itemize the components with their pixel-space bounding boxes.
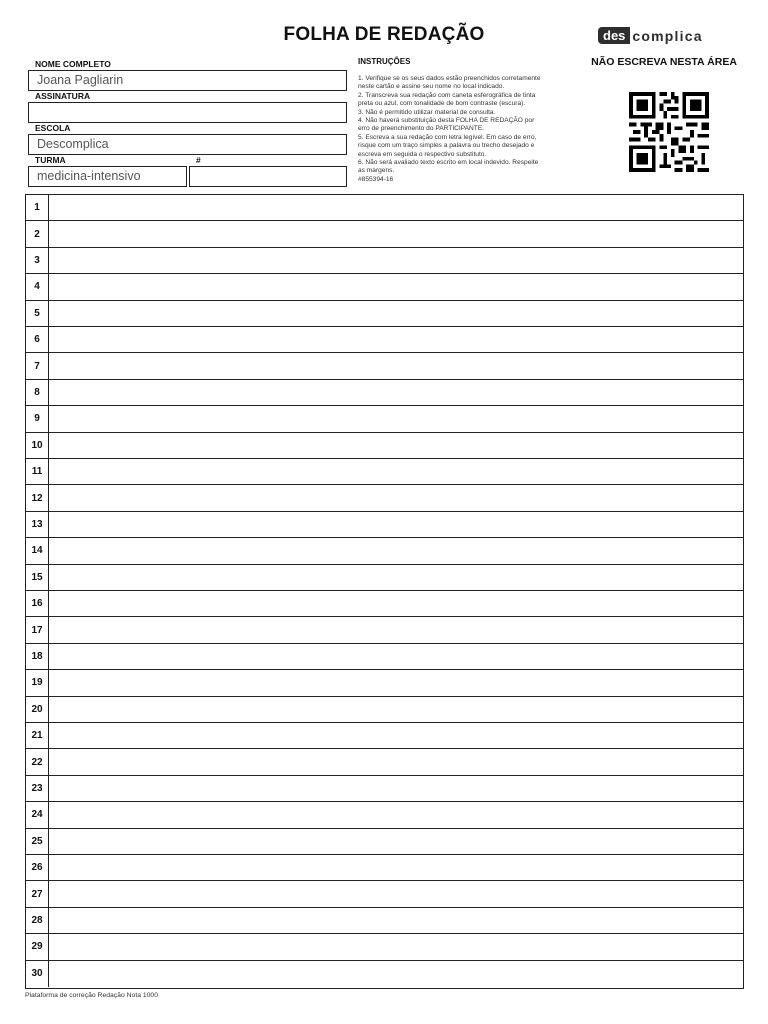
line-number: 26 — [26, 855, 49, 880]
writing-line[interactable] — [26, 512, 743, 538]
writing-line[interactable] — [26, 353, 743, 379]
writing-line[interactable] — [26, 406, 743, 432]
line-number: 23 — [26, 776, 49, 801]
writing-line[interactable] — [26, 908, 743, 934]
line-number: 2 — [26, 221, 49, 246]
instruction-line: neste cartão e assine seu nome no local indicado. — [358, 83, 505, 91]
writing-line[interactable] — [26, 591, 743, 617]
line-number: 21 — [26, 723, 49, 748]
line-number: 11 — [26, 459, 49, 484]
line-number: 12 — [26, 485, 49, 510]
line-number: 15 — [26, 565, 49, 590]
instruction-line: 3. Não é permitido utilizar material de consulta. — [358, 108, 496, 116]
instruction-line: 4. Não haverá substituição desta FOLHA DE REDAÇÃO por — [358, 117, 535, 125]
numero-field[interactable] — [189, 166, 347, 187]
instruction-line: 2. Transcreva sua redação com caneta esferográfica de tinta — [358, 91, 536, 99]
writing-line[interactable] — [26, 459, 743, 485]
line-number: 1 — [26, 195, 49, 220]
line-number: 29 — [26, 934, 49, 959]
escola-label: ESCOLA — [35, 123, 71, 133]
line-number: 7 — [26, 353, 49, 378]
writing-line[interactable] — [26, 697, 743, 723]
instruction-line: preta ou azul, com tonalidade de bom contraste (escura). — [358, 100, 526, 108]
line-number: 22 — [26, 749, 49, 774]
writing-line[interactable] — [26, 644, 743, 670]
writing-line[interactable] — [26, 433, 743, 459]
reserved-area-label: NÃO ESCREVA NESTA ÁREA — [591, 56, 737, 68]
line-number: 13 — [26, 512, 49, 537]
line-number: 16 — [26, 591, 49, 616]
logo-mark: des — [598, 27, 630, 44]
line-number: 25 — [26, 829, 49, 854]
writing-line[interactable] — [26, 670, 743, 696]
line-number: 19 — [26, 670, 49, 695]
nome-label: NOME COMPLETO — [35, 59, 111, 69]
line-number: 4 — [26, 274, 49, 299]
instruction-line: 6. Não será avaliado texto escrito em local indevido. Respeite — [358, 159, 539, 167]
writing-line[interactable] — [26, 617, 743, 643]
instruction-line: risque com um traço simples a palavra ou trecho desejado e — [358, 142, 535, 150]
writing-line[interactable] — [26, 723, 743, 749]
writing-line[interactable] — [26, 195, 743, 221]
logo-wordmark: complica — [632, 27, 703, 44]
line-number: 20 — [26, 697, 49, 722]
line-number: 14 — [26, 538, 49, 563]
writing-line[interactable] — [26, 221, 743, 247]
footer-text: Plataforma de correção Redação Nota 1000 — [25, 992, 158, 999]
instruction-line: 1. Verifique se os seus dados estão preenchidos corretamente — [358, 75, 541, 82]
instruction-line: erro de preenchimento do PARTICIPANTE. — [358, 125, 485, 133]
writing-line[interactable] — [26, 881, 743, 907]
line-number: 8 — [26, 380, 49, 405]
line-number: 3 — [26, 248, 49, 273]
writing-line[interactable] — [26, 802, 743, 828]
instruction-line: as margens. — [358, 167, 395, 175]
line-number: 5 — [26, 301, 49, 326]
instructions-title: INSTRUÇÕES — [358, 57, 411, 66]
qr-code-icon — [628, 92, 710, 172]
page-title: FOLHA DE REDAÇÃO — [283, 24, 485, 45]
assinatura-label: ASSINATURA — [35, 91, 91, 101]
line-number: 30 — [26, 961, 49, 987]
writing-line[interactable] — [26, 829, 743, 855]
instruction-line: #855394-16 — [358, 175, 394, 183]
instruction-line: 5. Escreva a sua redação com letra legível. Em caso de erro, — [358, 133, 537, 141]
writing-line[interactable] — [26, 248, 743, 274]
writing-line[interactable] — [26, 565, 743, 591]
writing-line[interactable] — [26, 855, 743, 881]
line-number: 6 — [26, 327, 49, 352]
writing-line[interactable] — [26, 485, 743, 511]
line-number: 10 — [26, 433, 49, 458]
writing-line[interactable] — [26, 934, 743, 960]
writing-line[interactable] — [26, 776, 743, 802]
numero-label: # — [196, 155, 201, 165]
line-number: 9 — [26, 406, 49, 431]
writing-line[interactable] — [26, 327, 743, 353]
turma-label: TURMA — [35, 155, 66, 165]
instructions-text — [358, 75, 578, 184]
writing-line[interactable] — [26, 274, 743, 300]
line-number: 24 — [26, 802, 49, 827]
writing-line[interactable] — [26, 961, 743, 987]
turma-field[interactable]: medicina-intensivo — [28, 166, 187, 187]
line-number: 18 — [26, 644, 49, 669]
assinatura-field[interactable] — [28, 102, 347, 123]
line-number: 28 — [26, 908, 49, 933]
writing-line[interactable] — [26, 749, 743, 775]
line-number: 17 — [26, 617, 49, 642]
writing-line[interactable] — [26, 301, 743, 327]
instruction-line: escreva em seguida o respectivo substituto. — [358, 150, 487, 158]
nome-field[interactable]: Joana Pagliarin — [28, 70, 347, 91]
line-number: 27 — [26, 881, 49, 906]
descomplica-logo — [598, 27, 740, 44]
writing-line[interactable] — [26, 380, 743, 406]
escola-field[interactable]: Descomplica — [28, 134, 347, 155]
writing-line[interactable] — [26, 538, 743, 564]
writing-area — [25, 194, 744, 989]
